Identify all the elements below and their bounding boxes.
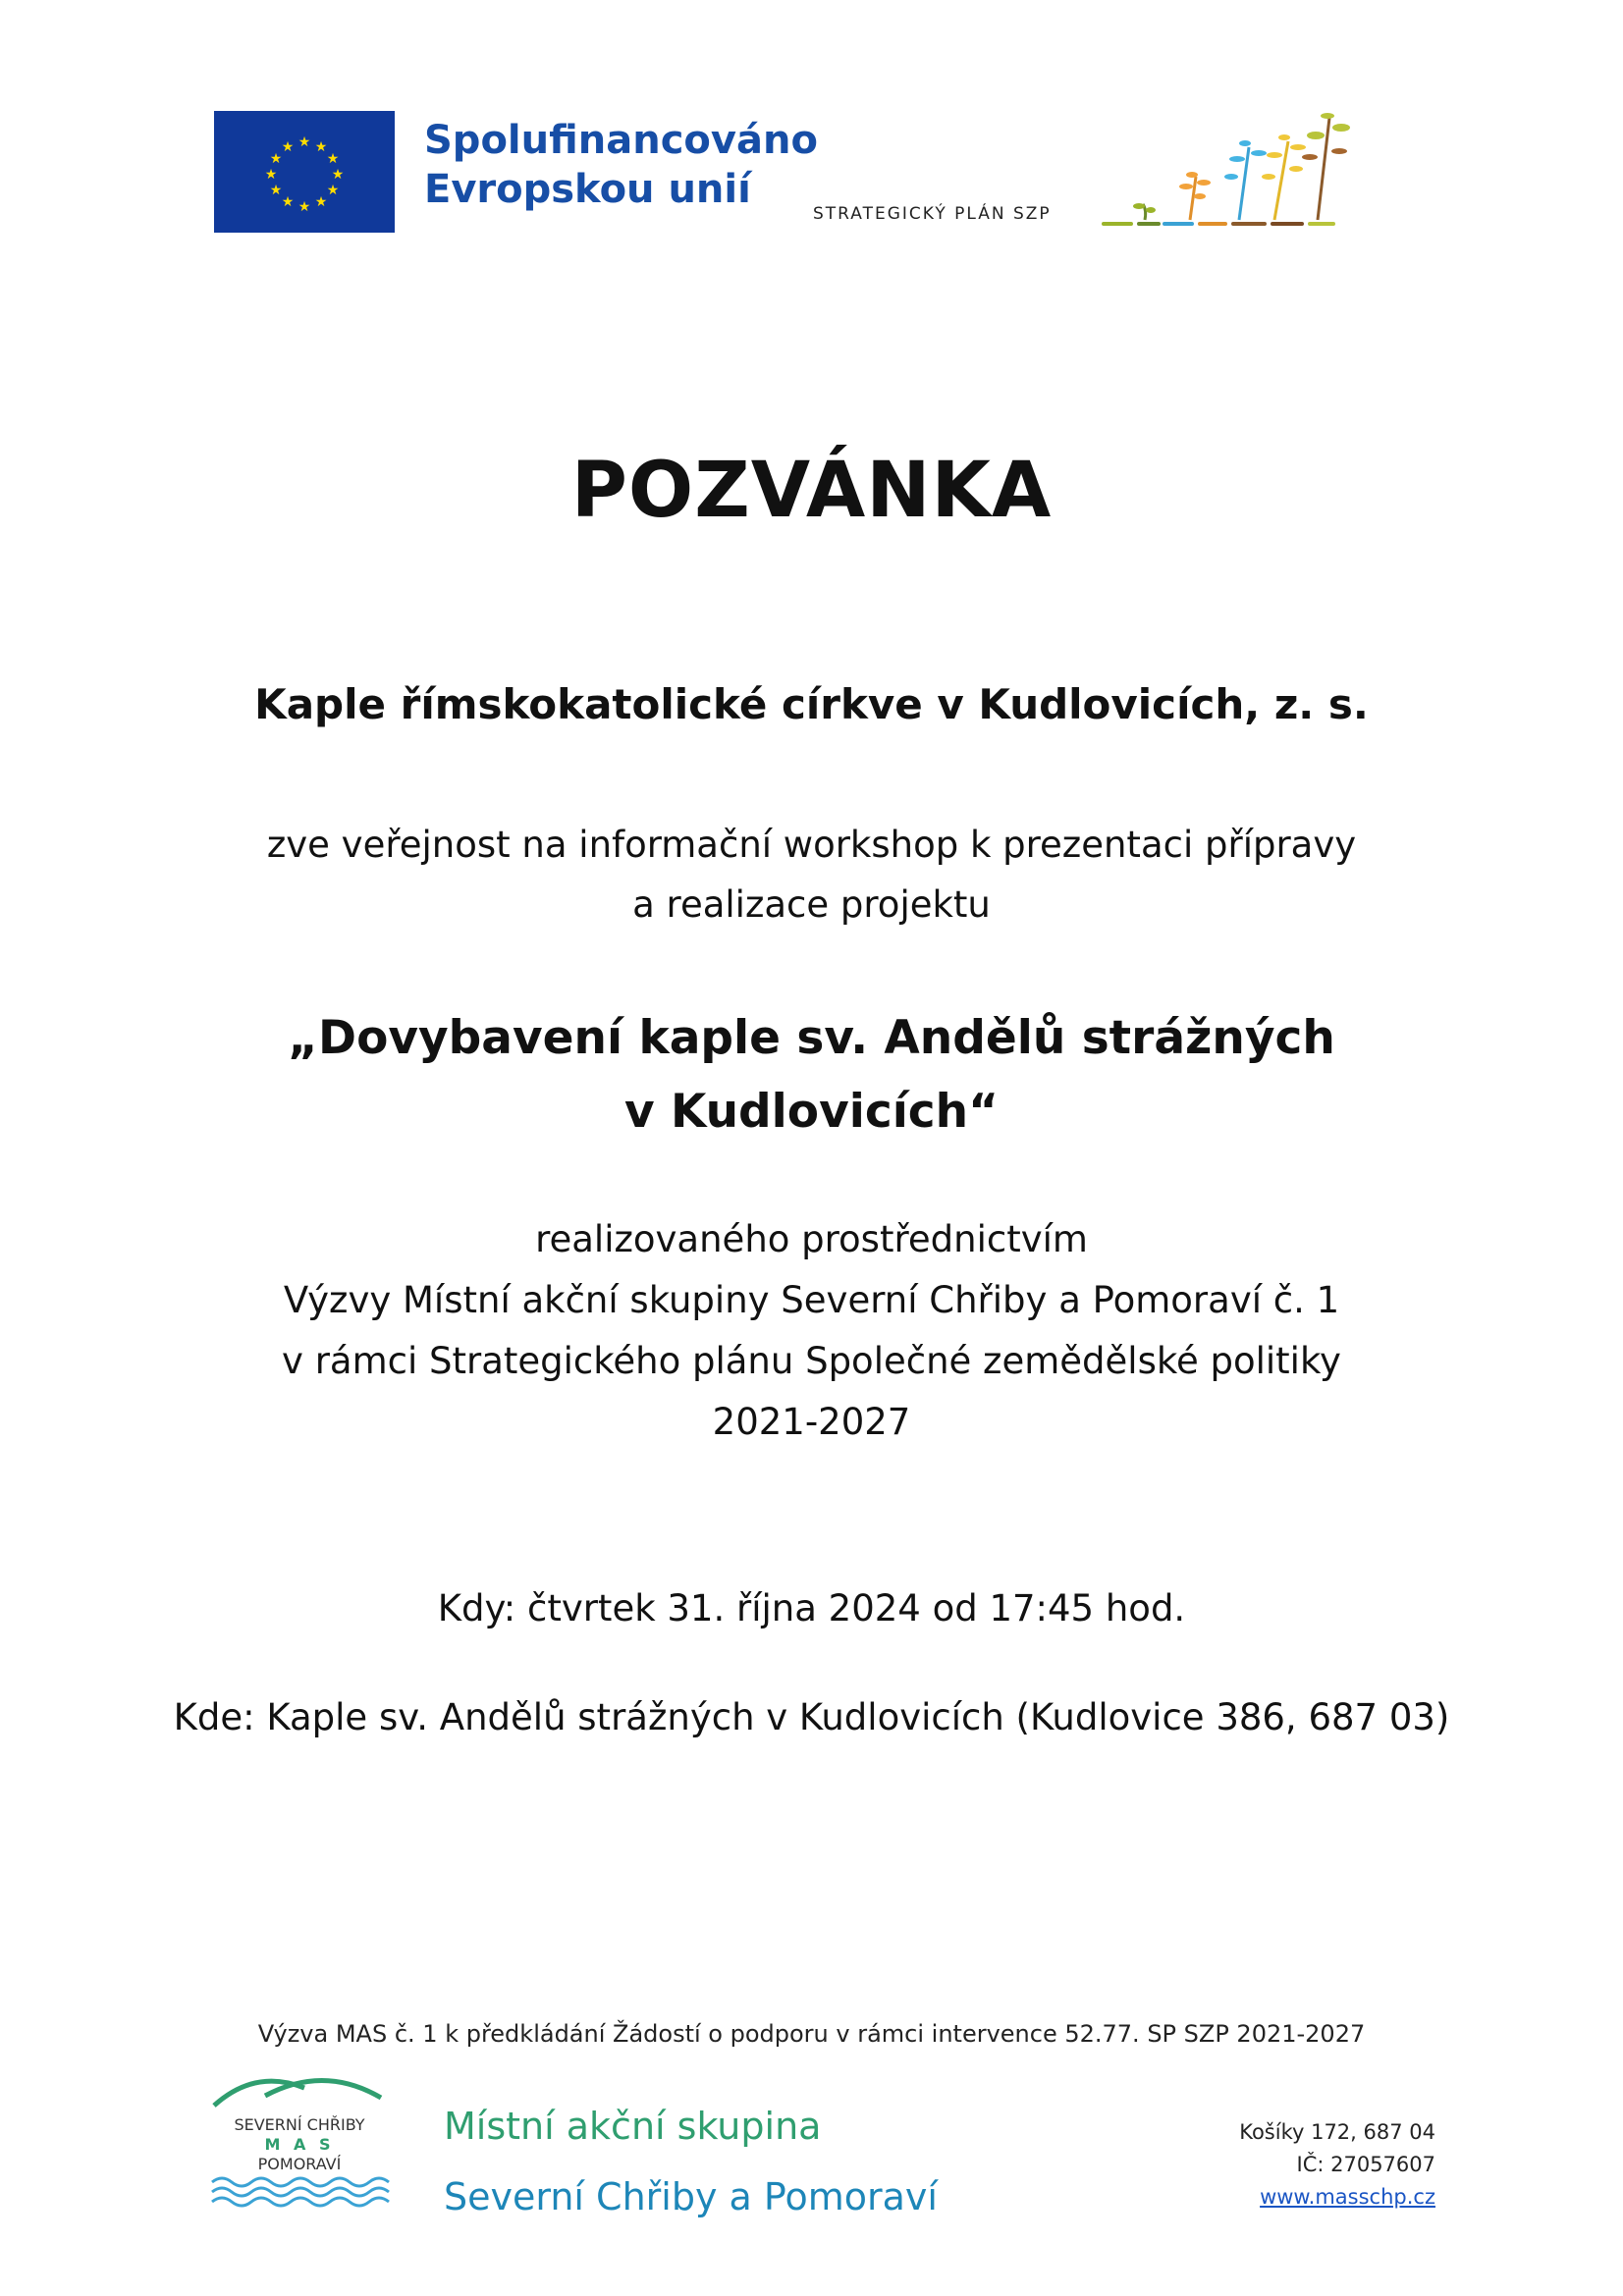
szp-label: STRATEGICKÝ PLÁN SZP: [813, 204, 1052, 224]
svg-text:★: ★: [314, 194, 328, 210]
invite-line: zve veřejnost na informační workshop k prezentaci přípravy: [266, 824, 1357, 866]
realized-line: realizovaného prostřednictvím: [535, 1218, 1088, 1260]
organization-name: Kaple římskokatolické církve v Kudlovicích, z. s.: [254, 680, 1369, 728]
svg-text:★: ★: [269, 183, 283, 198]
mas-logo-line: SEVERNÍ CHŘIBY: [234, 2115, 365, 2134]
event-when: Kdy: čtvrtek 31. října 2024 od 17:45 hod.: [437, 1587, 1186, 1629]
svg-text:★: ★: [298, 199, 311, 215]
invite-text: [0, 815, 1623, 934]
svg-text:★: ★: [264, 167, 278, 183]
svg-text:★: ★: [298, 134, 311, 150]
event-where: Kde: Kaple sv. Andělů strážných v Kudlovicích (Kudlovice 386, 687 03): [173, 1696, 1450, 1738]
contact-address: Košíky 172, 687 04: [1239, 2120, 1435, 2144]
svg-text:★: ★: [331, 167, 345, 183]
svg-text:★: ★: [269, 151, 283, 167]
contact-block: [1198, 2116, 1435, 2214]
mas-name-line: Místní akční skupina: [444, 2105, 822, 2148]
eu-text-line2: Evropskou unií: [424, 167, 751, 212]
svg-text:★: ★: [314, 139, 328, 155]
mas-name-line: Severní Chřiby a Pomoraví: [444, 2175, 938, 2218]
svg-text:★: ★: [281, 139, 295, 155]
realized-through-text: [0, 1209, 1623, 1453]
eu-text-line1: Spolufinancováno: [424, 118, 818, 163]
website-link[interactable]: www.masschp.cz: [1260, 2185, 1435, 2209]
footer-note: Výzva MAS č. 1 k předkládání Žádostí o podporu v rámci intervence 52.77. SP SZP 2021-2027: [257, 2020, 1366, 2048]
invite-line: a realizace projektu: [632, 883, 991, 926]
eu-flag-icon: [214, 111, 395, 233]
project-title: [0, 1001, 1623, 1148]
mas-name: [444, 2091, 938, 2232]
realized-line: v rámci Strategického plánu Společné zemědělské politiky: [282, 1340, 1341, 1382]
mas-logo-line: POMORAVÍ: [257, 2155, 342, 2173]
realized-line: Výzvy Místní akční skupiny Severní Chřiby a Pomoraví č. 1: [283, 1279, 1340, 1321]
project-title-line: „Dovybavení kaple sv. Andělů strážných: [288, 1011, 1335, 1065]
szp-plants-icon: [1102, 108, 1396, 236]
svg-text:★: ★: [326, 151, 340, 167]
eu-cofinanced-text: [424, 116, 818, 214]
svg-text:★: ★: [326, 183, 340, 198]
contact-ic: IČ: 27057607: [1296, 2153, 1435, 2176]
page-title: POZVÁNKA: [570, 447, 1053, 535]
mas-logo-icon: [206, 2066, 393, 2214]
project-title-line: v Kudlovicích“: [623, 1085, 1000, 1139]
realized-line: 2021-2027: [712, 1401, 911, 1443]
mas-logo-line: M A S: [264, 2135, 335, 2154]
svg-text:★: ★: [281, 194, 295, 210]
